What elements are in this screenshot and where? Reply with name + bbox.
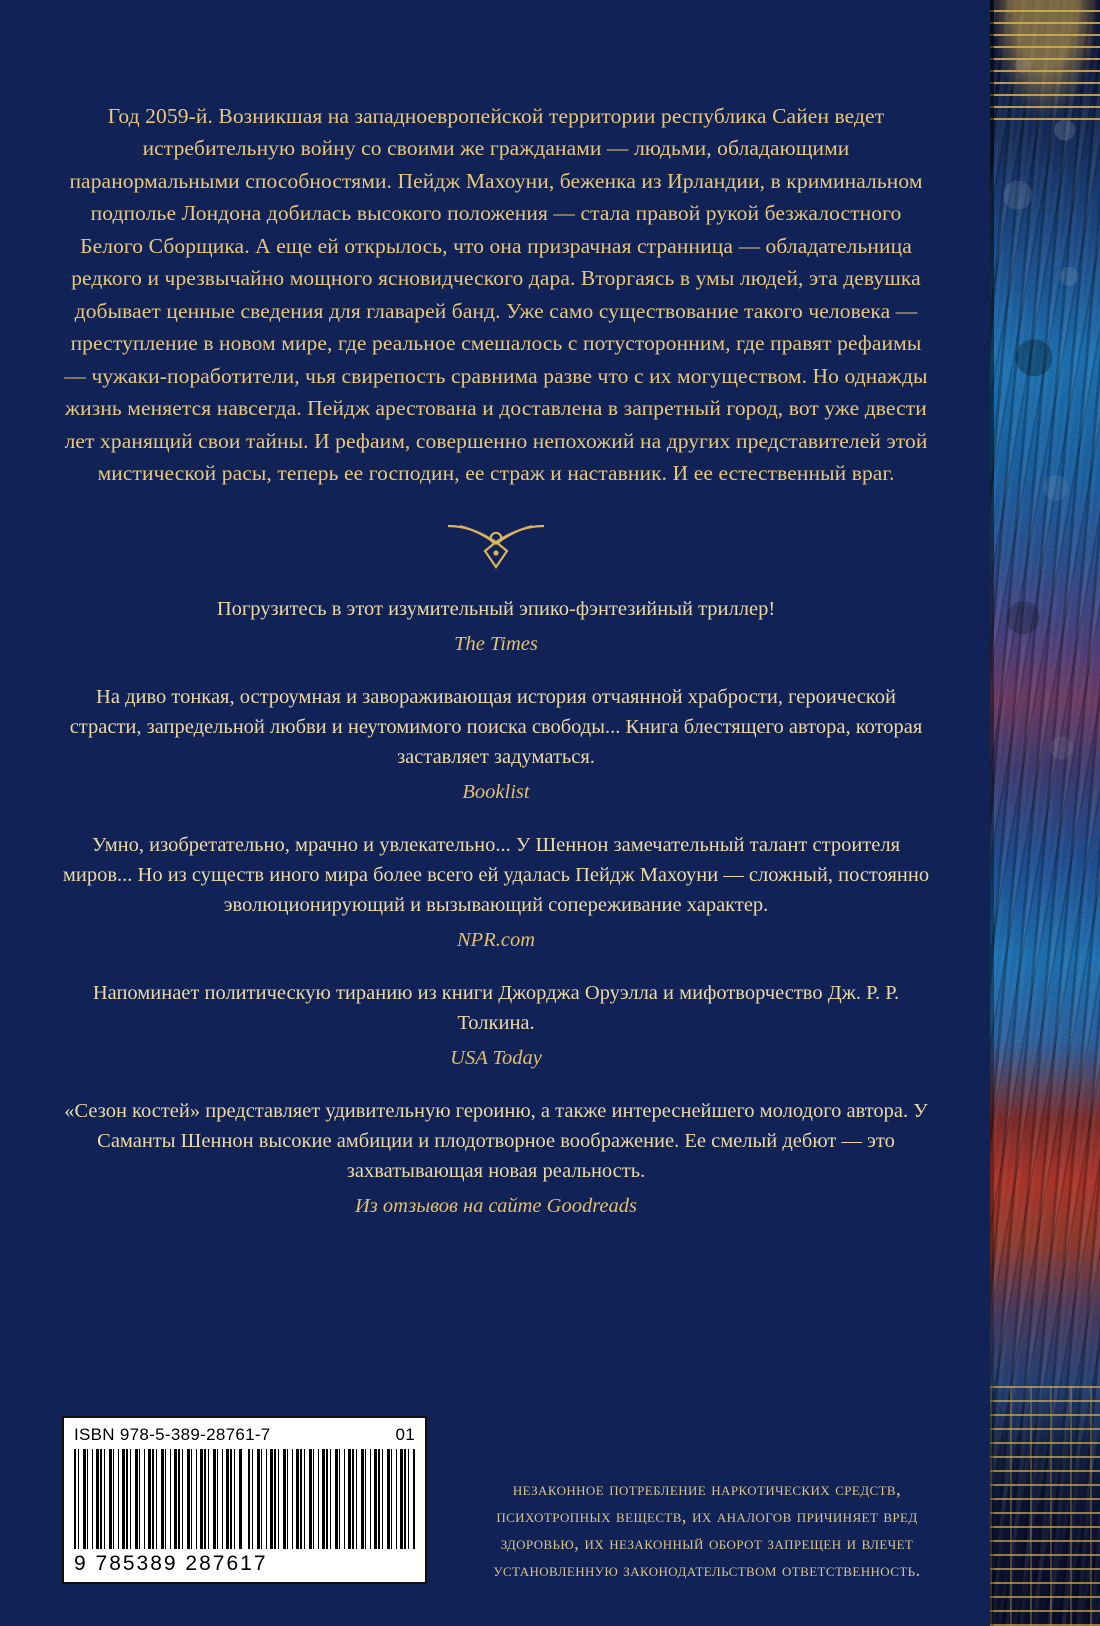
spine-gold-bottom-ornament [990, 1386, 1100, 1626]
spine-artwork [990, 0, 1100, 1626]
review-item [62, 978, 930, 1070]
review-item [62, 1096, 930, 1218]
reviews-list [62, 594, 930, 1218]
legal-notice: незаконное потребление наркотических средств, психотропных веществ, их аналогов причиняет вред здоровью, их незаконный оборот запрещен и влечет установленную законодательством ответственность. [493, 1479, 921, 1581]
spine-bubble-pattern [990, 0, 1100, 1626]
review-item [62, 594, 930, 656]
barcode-addon-label: 01 [395, 1425, 415, 1444]
review-source: Из отзывов на сайте Goodreads [354, 1194, 637, 1217]
review-text: «Сезон костей» представляет удивительную героиню, а также интереснейшего молодого автора. У Саманты Шеннон высокие амбиции и плодотворное воображение. Ее смелый дебют — это захватывающая новая реальность. [64, 1099, 928, 1182]
barcode-digits: 9 785389 287617 [74, 1552, 268, 1575]
review-text: На диво тонкая, остроумная и завораживающая история отчаянной храбрости, героической страсти, запредельной любви и неутомимого поиска свободы... Книга блестящего автора, которая заставляет задуматься. [69, 685, 923, 768]
review-text: Умно, изобретательно, мрачно и увлекательно... У Шеннон замечательный талант строителя миров... Но из существ иного мира более всего ей удалась Пейдж Махоуни — сложный, постоянно эволюционирующий и вызывающий сопереживание характер. [62, 833, 930, 916]
review-source: Booklist [462, 780, 530, 803]
barcode-bars-main [74, 1449, 242, 1549]
review-text: Напоминает политическую тиранию из книги Джорджа Оруэлла и мифотворчество Дж. Р. Р. Толкина. [92, 981, 900, 1034]
barcode-bars-addon [248, 1449, 416, 1549]
back-cover-footer [62, 1416, 942, 1584]
review-source: NPR.com [457, 928, 535, 951]
review-source: The Times [454, 632, 538, 655]
review-item [62, 830, 930, 952]
review-source: USA Today [450, 1046, 542, 1069]
spine-gold-top-ornament [990, 0, 1100, 120]
barcode-header [74, 1425, 415, 1445]
review-item [62, 682, 930, 804]
review-text: Погрузитесь в этот изумительный эпико-фэнтезийный триллер! [216, 597, 776, 620]
isbn-barcode [62, 1416, 427, 1584]
spine-edge-shadow [990, 0, 994, 1626]
synopsis-text: Год 2059-й. Возникшая на западноевропейской территории республика Сайен ведет истребительную войну со своими же гражданами — людьми, обладающими паранормальными способностями. Пейдж Махоуни, беженка из Ирландии, в криминальном подполье Лондона добилась высокого положения — стала правой рукой безжалостного Белого Сборщика. А еще ей открылось, что она призрачная странница — обладательница редкого и чрезвычайно мощного ясновидческого дара. Вторгаясь в умы людей, эта девушка добывает ценные сведения для главарей банд. Уже само существование такого человека — преступление в новом мире, где реальное смешалось с потусторонним, где правят рефаимы — чужаки-поработители, чья свирепость сравнима разве что с их могуществом. Но однажды жизнь меняется навсегда. Пейдж арестована и доставлена в запретный город, вот уже двести лет хранящий свои тайны. И рефаим, совершенно непохожий на других представителей этой мистической расы, теперь ее господин, ее страж и наставник. И ее естественный враг. [64, 103, 928, 485]
gold-emblem-ornament-icon [436, 520, 556, 572]
barcode-bars-row [74, 1447, 415, 1549]
isbn-label: ISBN 978-5-389-28761-7 [74, 1425, 271, 1444]
